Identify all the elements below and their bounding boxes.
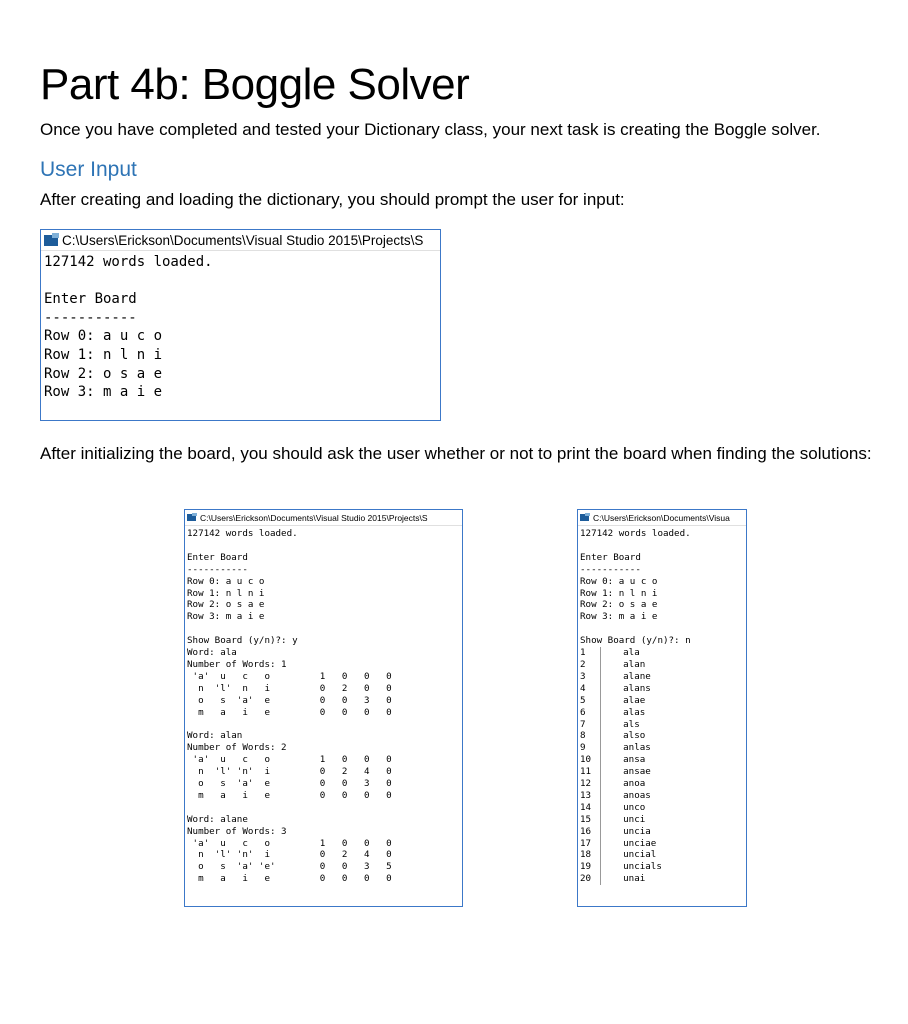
page-title: Part 4b: Boggle Solver: [40, 60, 470, 109]
result-word: anoas: [623, 789, 651, 801]
result-number: 6: [580, 707, 601, 719]
result-gap: [601, 754, 623, 765]
result-number: 11: [580, 766, 601, 778]
console-line: [187, 540, 462, 552]
console-output: [41, 251, 440, 402]
result-row: [580, 683, 746, 695]
result-word: anoa: [623, 778, 646, 790]
result-row: [580, 707, 746, 719]
console-line: 'a' u c o 1 0 0 0: [187, 837, 392, 849]
console-output: [578, 526, 746, 885]
console-line: Word: alane: [187, 813, 248, 825]
console-line: [187, 623, 462, 635]
result-word: unci: [623, 813, 646, 825]
result-number: 17: [580, 838, 601, 850]
console-app-icon: [187, 513, 197, 522]
result-number: 16: [580, 826, 601, 838]
console-line: Enter Board: [187, 551, 248, 563]
result-row: [580, 778, 746, 790]
result-word: uncials: [623, 861, 662, 873]
result-gap: [601, 861, 623, 872]
console-line: [580, 540, 746, 552]
console-line: n 'l' 'n' i 0 2 4 0: [187, 849, 392, 861]
result-gap: [601, 730, 623, 741]
console-line: m a i e 0 0 0 0: [187, 789, 392, 801]
result-row: [580, 742, 746, 754]
result-row: [580, 730, 746, 742]
result-word: als: [623, 718, 640, 730]
show-board-instructions: After initializing the board, you should ask the user whether or not to print the board when finding the solutions:: [40, 444, 872, 463]
result-word: ala: [623, 647, 640, 659]
console-window-input: [40, 229, 441, 421]
console-line: -----------: [580, 563, 641, 575]
console-line: m a i e 0 0 0 0: [187, 706, 392, 718]
console-line: Show Board (y/n)?: y: [187, 635, 298, 647]
result-gap: [601, 695, 623, 706]
result-word: ansa: [623, 754, 646, 766]
result-row: [580, 802, 746, 814]
result-gap: [601, 659, 623, 670]
result-number: 8: [580, 730, 601, 742]
console-line: o s 'a' e 0 0 3 0: [187, 778, 392, 790]
console-line: Row 1: n l n i: [580, 587, 658, 599]
result-gap: [601, 742, 623, 753]
result-number: 13: [580, 790, 601, 802]
result-number: 19: [580, 861, 601, 873]
result-row: [580, 695, 746, 707]
console-line: Row 1: n l n i: [44, 346, 163, 363]
console-line: o s 'a' e 0 0 3 0: [187, 694, 392, 706]
console-line: Enter Board: [580, 551, 641, 563]
result-number: 12: [580, 778, 601, 790]
result-gap: [601, 778, 623, 789]
console-output: [185, 526, 462, 885]
console-line: Row 3: m a i e: [44, 384, 163, 401]
console-line: [187, 719, 462, 731]
console-line: n 'l' n i 0 2 0 0: [187, 682, 392, 694]
intro-paragraph: Once you have completed and tested your Dictionary class, your next task is creating the Boggle solver.: [40, 120, 821, 139]
result-number: 18: [580, 849, 601, 861]
result-number: 14: [580, 802, 601, 814]
result-row: [580, 754, 746, 766]
result-gap: [601, 873, 623, 884]
console-title: C:\Users\Erickson\Documents\Visual Studio 2015\Projects\S: [200, 512, 428, 523]
result-row: [580, 671, 746, 683]
console-line: -----------: [44, 309, 137, 326]
result-gap: [601, 707, 623, 718]
result-gap: [601, 719, 623, 730]
console-line: m a i e 0 0 0 0: [187, 873, 392, 885]
console-line: Row 0: a u c o: [580, 575, 658, 587]
result-word: alas: [623, 706, 646, 718]
console-line: Row 3: m a i e: [580, 611, 658, 623]
result-row: [580, 814, 746, 826]
console-line: Show Board (y/n)?: n: [580, 635, 691, 647]
result-word: unciae: [623, 837, 657, 849]
result-word: ansae: [623, 766, 651, 778]
result-row: [580, 826, 746, 838]
result-gap: [601, 838, 623, 849]
console-line: Number of Words: 1: [187, 658, 287, 670]
console-line: 'a' u c o 1 0 0 0: [187, 754, 392, 766]
console-window-show-board-yes: [184, 509, 463, 907]
result-number: 9: [580, 742, 601, 754]
result-row: [580, 719, 746, 731]
result-row: [580, 861, 746, 873]
console-line: 127142 words loaded.: [44, 254, 213, 270]
result-gap: [601, 814, 623, 825]
result-number: 2: [580, 659, 601, 671]
console-title: C:\Users\Erickson\Documents\Visua: [593, 512, 730, 523]
result-row: [580, 790, 746, 802]
result-gap: [601, 790, 623, 801]
console-line: Enter Board: [44, 291, 137, 308]
console-titlebar: [185, 510, 462, 526]
result-word: uncial: [623, 849, 657, 861]
result-gap: [601, 766, 623, 777]
result-row: [580, 849, 746, 861]
console-line: 'a' u c o 1 0 0 0: [187, 670, 392, 682]
result-number: 5: [580, 695, 601, 707]
result-gap: [601, 802, 623, 813]
result-gap: [601, 683, 623, 694]
result-word: alans: [623, 682, 651, 694]
console-titlebar: [578, 510, 746, 526]
result-word: uncia: [623, 825, 651, 837]
result-row: [580, 873, 746, 885]
result-number: 1: [580, 647, 601, 659]
result-word: unco: [623, 801, 646, 813]
console-line: Row 3: m a i e: [187, 611, 265, 623]
result-number: 20: [580, 873, 601, 885]
console-line: Row 1: n l n i: [187, 587, 265, 599]
result-word: anlas: [623, 742, 651, 754]
console-line: [44, 272, 440, 291]
result-row: [580, 659, 746, 671]
result-row: [580, 647, 746, 659]
result-number: 10: [580, 754, 601, 766]
console-line: Row 2: o s a e: [44, 365, 163, 382]
console-app-icon: [44, 233, 59, 247]
result-gap: [601, 826, 623, 837]
console-line: 127142 words loaded.: [580, 528, 691, 539]
console-line: 127142 words loaded.: [187, 528, 298, 539]
console-line: Number of Words: 2: [187, 742, 287, 754]
console-line: Word: ala: [187, 647, 237, 659]
result-word: unai: [623, 873, 646, 885]
result-row: [580, 766, 746, 778]
console-app-icon: [580, 513, 590, 522]
console-line: n 'l' 'n' i 0 2 4 0: [187, 766, 392, 778]
result-number: 15: [580, 814, 601, 826]
result-gap: [601, 671, 623, 682]
result-word: alane: [623, 670, 651, 682]
console-line: [187, 802, 462, 814]
console-line: Row 0: a u c o: [187, 575, 265, 587]
result-word: alae: [623, 694, 646, 706]
console-titlebar: [41, 230, 440, 251]
section-heading: User Input: [40, 158, 137, 181]
result-number: 3: [580, 671, 601, 683]
result-gap: [601, 849, 623, 860]
console-line: Row 0: a u c o: [44, 328, 163, 345]
result-number: 7: [580, 719, 601, 731]
result-number: 4: [580, 683, 601, 695]
result-word: also: [623, 730, 646, 742]
result-row: [580, 838, 746, 850]
console-line: Word: alan: [187, 730, 243, 742]
console-line: -----------: [187, 563, 248, 575]
console-line: o s 'a' 'e' 0 0 3 5: [187, 861, 392, 873]
console-line: Row 2: o s a e: [187, 599, 265, 611]
console-line: Number of Words: 3: [187, 825, 287, 837]
result-word: alan: [623, 658, 646, 670]
console-line: Row 2: o s a e: [580, 599, 658, 611]
input-instructions: After creating and loading the dictionary, you should prompt the user for input:: [40, 190, 625, 209]
result-gap: [601, 647, 623, 658]
console-line: [580, 623, 746, 635]
console-title: C:\Users\Erickson\Documents\Visual Studio 2015\Projects\S: [62, 232, 424, 248]
console-window-show-board-no: [577, 509, 747, 907]
